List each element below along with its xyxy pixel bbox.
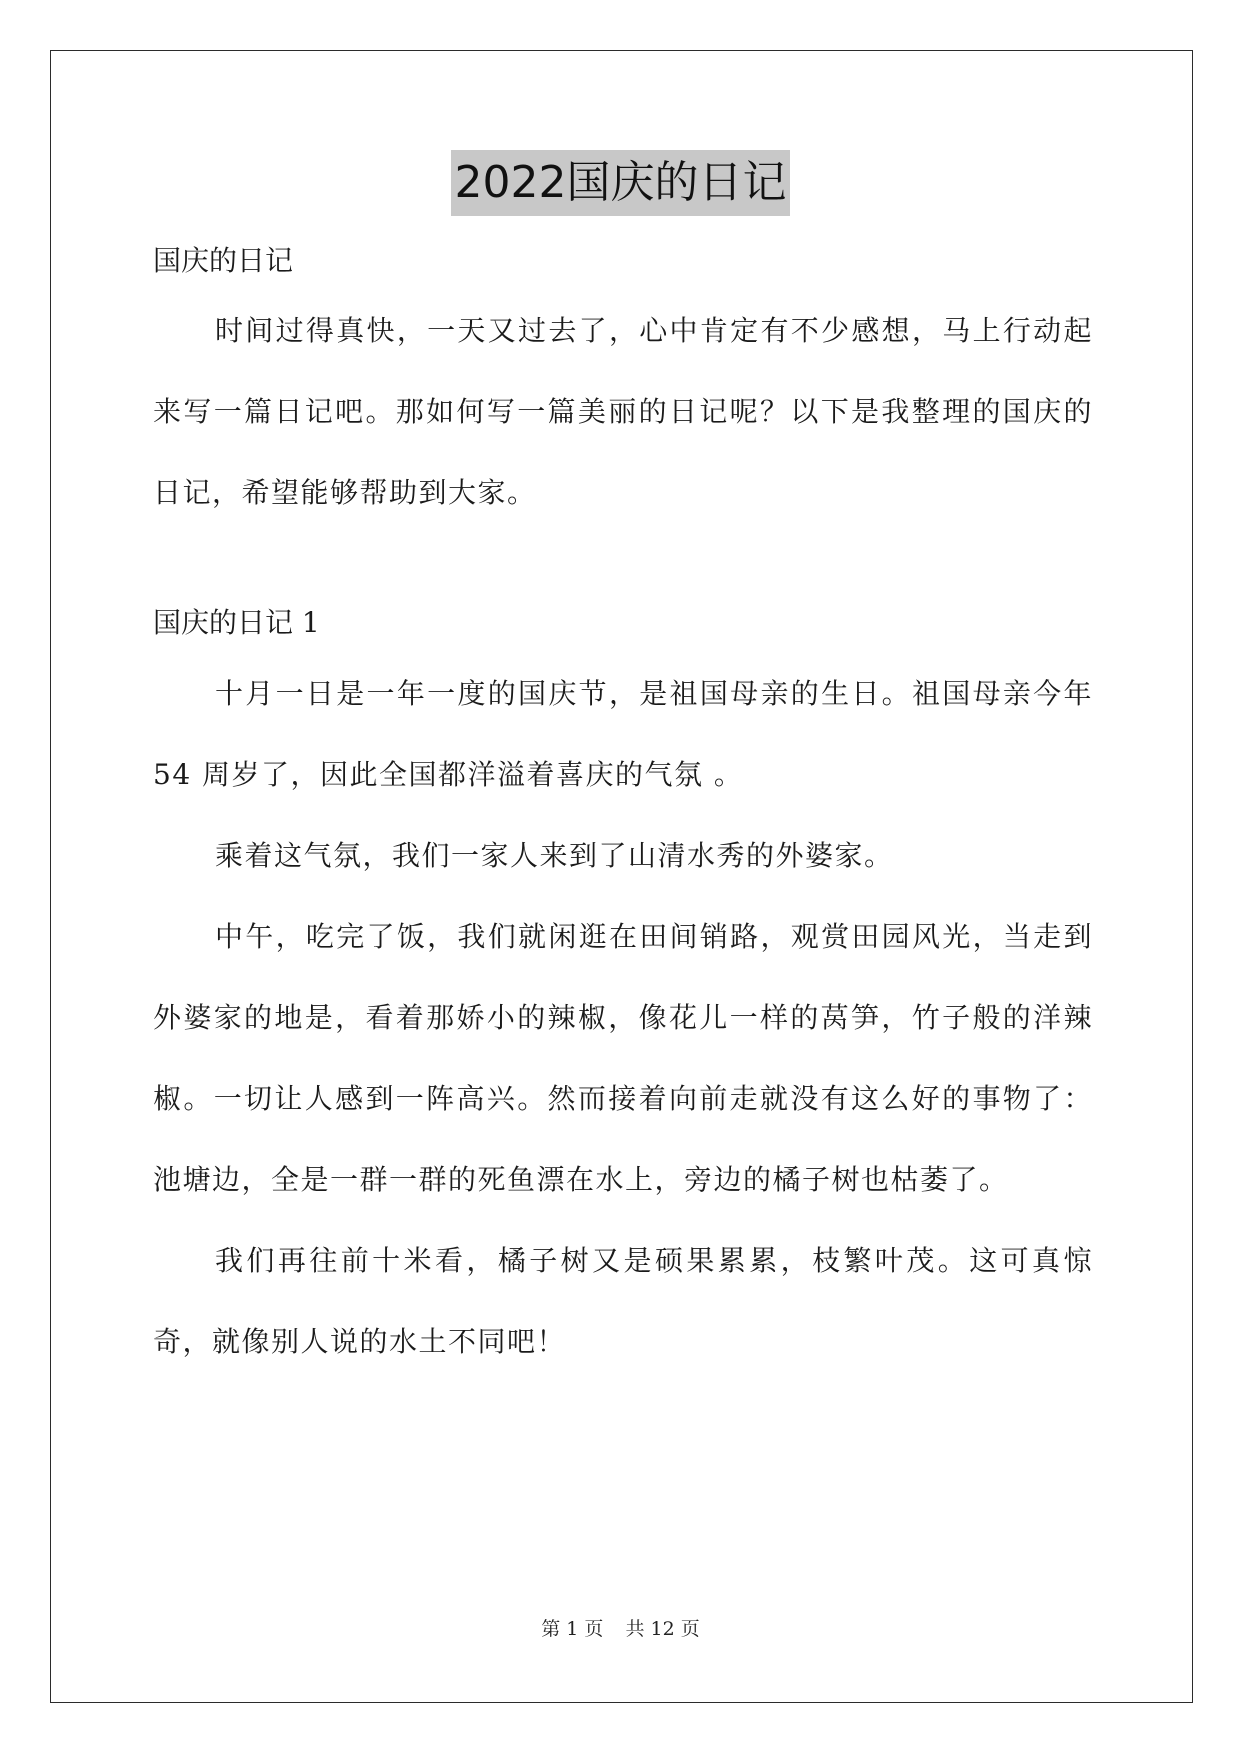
- diary1-paragraph-2: 乘着这气氛，我们一家人来到了山清水秀的外婆家。: [215, 839, 894, 872]
- intro-section: [153, 290, 1093, 533]
- diary1-paragraph-3: 中午，吃完了饭，我们就闲逛在田间销路，观赏田园风光，当走到外婆家的地是，看着那娇小的辣椒，像花儿一样的莴笋，竹子般的洋辣椒。一切让人感到一阵高兴。然而接着向前走就没有这么好的事物了：池塘边，全是一群一群的死鱼漂在水上，旁边的橘子树也枯萎了。: [153, 920, 1093, 1196]
- document-title: 2022国庆的日记: [451, 150, 791, 216]
- title-container: [0, 150, 1241, 216]
- intro-heading: 国庆的日记: [153, 244, 294, 277]
- diary1-paragraph-4: 我们再往前十米看，橘子树又是硕果累累，枝繁叶茂。这可真惊奇，就像别人说的水土不同吧！: [153, 1244, 1093, 1358]
- intro-paragraph: 时间过得真快，一天又过去了，心中肯定有不少感想，马上行动起来写一篇日记吧。那如何写一篇美丽的日记呢？以下是我整理的国庆的日记，希望能够帮助到大家。: [153, 314, 1093, 509]
- diary1-section: [153, 653, 1093, 1382]
- page-number: 第 1 页: [541, 1618, 604, 1640]
- page-footer: [0, 1616, 1241, 1642]
- page-total: 共 12 页: [625, 1618, 700, 1640]
- diary1-heading: 国庆的日记 1: [153, 606, 320, 639]
- diary1-paragraph-1: 十月一日是一年一度的国庆节，是祖国母亲的生日。祖国母亲今年 54 周岁了，因此全国都洋溢着喜庆的气氛 。: [153, 677, 1093, 791]
